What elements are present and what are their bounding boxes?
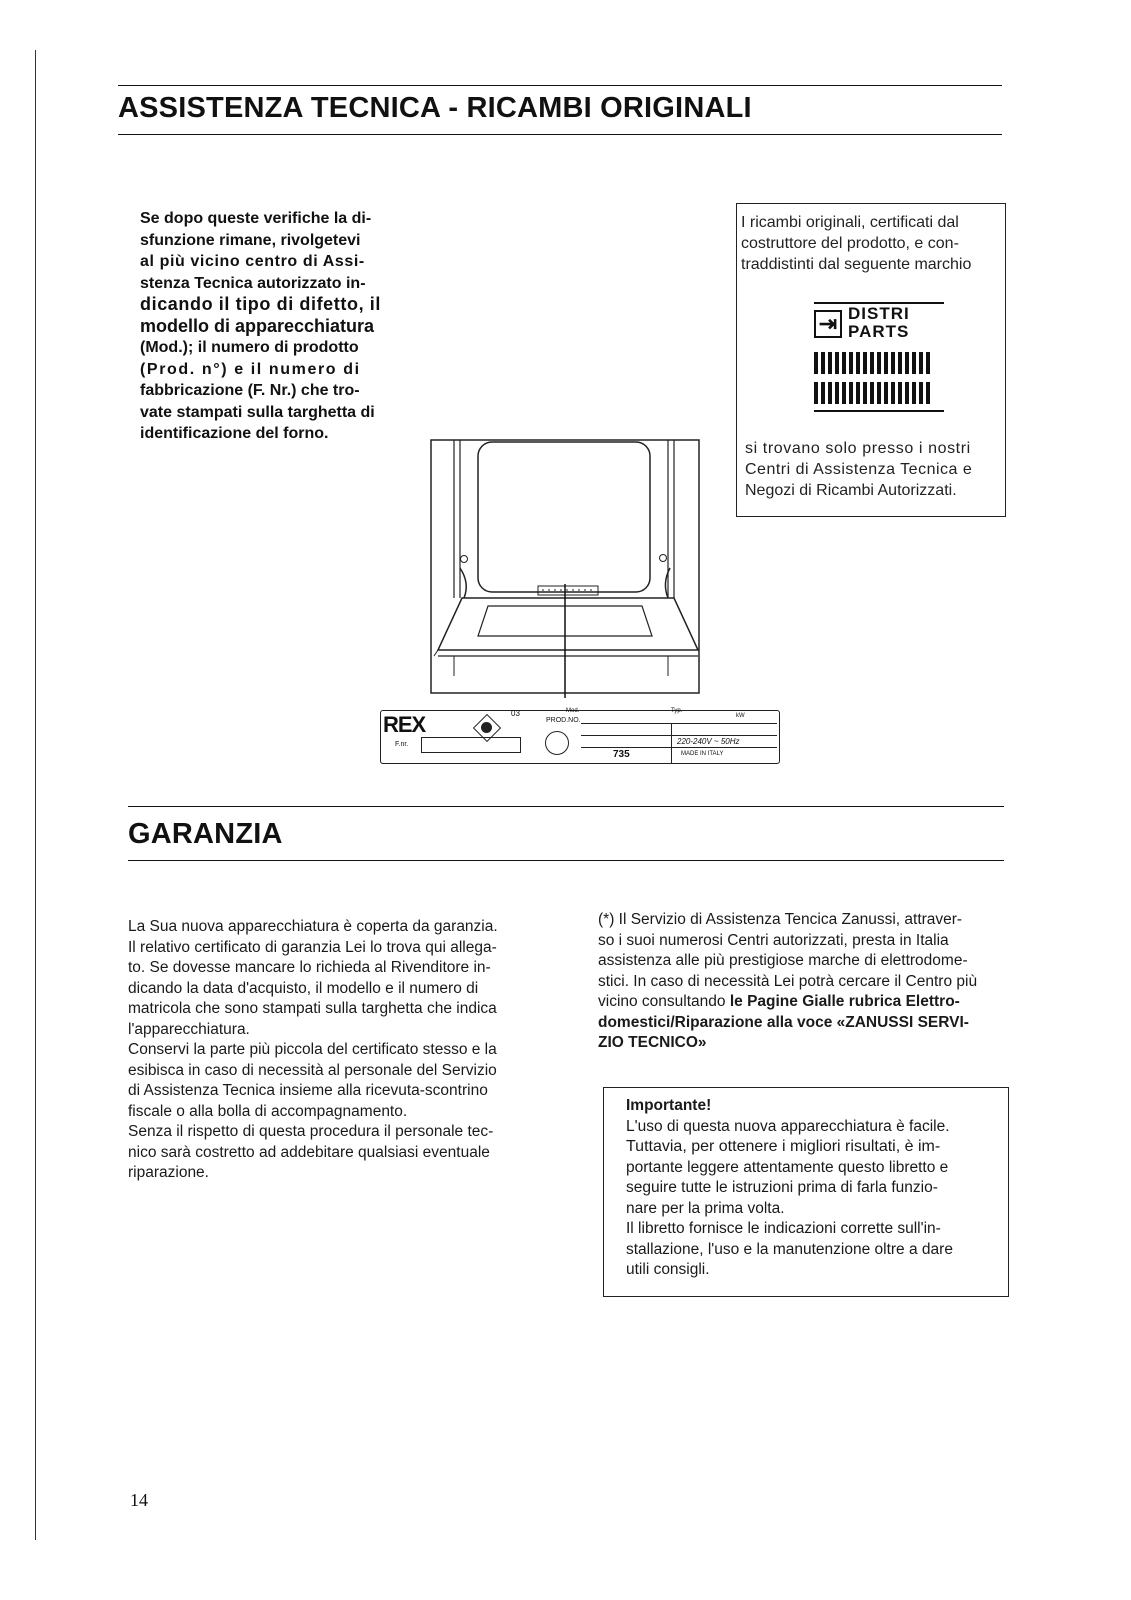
plate-earth-icon (545, 731, 569, 755)
title-rule-bottom (118, 134, 1002, 135)
text-line: fiscale o alla bolla di accompagnamento. (128, 1102, 408, 1120)
text-line: Il libretto fornisce le indicazioni corrette sull'in- (626, 1220, 941, 1237)
barcode-row-1 (814, 352, 933, 379)
text-line: so i suoi numerosi Centri autorizzati, presta in Italia (598, 931, 949, 949)
plate-brand: REX (383, 712, 426, 737)
plate-code: 03 (511, 709, 520, 718)
text-line: stici. In caso di necessità Lei potrà cercare il Centro più (598, 972, 978, 990)
intro-line: (Prod. n°) e il numero di (140, 360, 361, 378)
plate-number: 735 (613, 749, 630, 760)
barcode-row-2 (814, 382, 933, 409)
plate-fnr-label: F.nr. (395, 741, 409, 748)
warranty-left-column (128, 917, 548, 1184)
garanzia-rule-top (128, 806, 1004, 807)
text-line: to. Se dovesse mancare lo richieda al Rivenditore in- (128, 959, 491, 976)
text-line-bold: ZIO TECNICO» (598, 1034, 707, 1051)
intro-line: sfunzione rimane, rivolgetevi (140, 231, 361, 249)
important-heading: Importante! (626, 1097, 712, 1114)
distriparts-logo (814, 302, 944, 417)
box-bottom-line: si trovano solo presso i nostri (745, 440, 971, 457)
text-line: riparazione. (128, 1164, 209, 1181)
plate-prod-label: PROD.NO. (546, 717, 581, 724)
box-top-line: I ricambi originali, certificati dal (741, 214, 959, 231)
text-line: nare per la prima volta. (626, 1199, 785, 1217)
oven-illustration (430, 438, 705, 698)
text-line: matricola che sono stampati sulla targhetta che indica (128, 1000, 497, 1017)
margin-line (35, 50, 36, 1540)
section-title-assistenza: ASSISTENZA TECNICA - RICAMBI ORIGINALI (118, 92, 752, 124)
text-line: Senza il rispetto di questa procedura il personale tec- (128, 1123, 494, 1140)
text-line: utili consigli. (626, 1261, 710, 1278)
warranty-right-column (598, 910, 1018, 1054)
text-line: Tuttavia, per ottenere i migliori risultati, è im- (626, 1138, 941, 1155)
section-title-garanzia: GARANZIA (128, 818, 283, 850)
intro-line: al più vicino centro di Assi- (140, 253, 365, 270)
box-top-line: traddistinti dal seguente marchio (741, 256, 972, 273)
intro-line: vate stampati sulla targhetta di (140, 403, 375, 421)
plate-logo-icon (481, 722, 492, 733)
text-line (598, 992, 1018, 1013)
intro-line: Se dopo queste verifiche la di- (140, 210, 372, 227)
text-line: portante leggere attentamente questo libretto e (626, 1158, 949, 1176)
text-line: di Assistenza Tecnica insieme alla ricevuta-scontrino (128, 1082, 488, 1099)
rating-plate (380, 710, 780, 764)
logo-text-parts: PARTS (848, 322, 910, 341)
text-line: nico sarà costretto ad addebitare qualsiasi eventuale (128, 1143, 490, 1161)
text-line-normal: vicino consultando (598, 993, 730, 1010)
logo-mark-icon: ⇥ (814, 310, 842, 338)
logo-text-distri: DISTRI (848, 304, 910, 323)
text-line: l'apparecchiatura. (128, 1020, 250, 1038)
plate-fnr-field (421, 737, 521, 753)
title-rule-top (118, 85, 1002, 86)
text-line: (*) Il Servizio di Assistenza Tencica Zanussi, attraver- (598, 911, 963, 928)
intro-line: dicando il tipo di difetto, il (140, 294, 381, 314)
text-line: Conservi la parte più piccola del certificato stesso e la (128, 1041, 497, 1058)
box-bottom-line: Centri di Assistenza Tecnica e (745, 461, 973, 478)
intro-line: stenza Tecnica autorizzato in- (140, 274, 366, 292)
text-line: assistenza alle più prestigiose marche di elettrodome- (598, 952, 968, 969)
plate-voltage: 220-240V ~ 50Hz (677, 737, 740, 746)
box-top-line: costruttore del prodotto, e con- (741, 235, 959, 252)
garanzia-rule-bottom (128, 860, 1004, 861)
plate-made-in: MADE IN ITALY (681, 751, 724, 757)
text-line-bold: domestici/Riparazione alla voce «ZANUSSI SERVI- (598, 1013, 969, 1031)
warranty-paragraph (128, 917, 548, 1040)
plate-kw-label: kW (736, 713, 745, 719)
text-line: seguire tutte le istruzioni prima di farla funzio- (626, 1179, 938, 1196)
text-line-bold: le Pagine Gialle rubrica Elettro- (729, 993, 960, 1010)
text-line: stallazione, l'uso e la manutenzione oltre a dare (626, 1240, 953, 1258)
intro-line: identificazione del forno. (140, 425, 329, 442)
text-line: L'uso di questa nuova apparecchiatura è facile. (626, 1117, 950, 1135)
box-bottom-line: Negozi di Ricambi Autorizzati. (745, 482, 957, 499)
text-line: esibisca in caso di necessità al personale del Servizio (128, 1061, 497, 1079)
warranty-paragraph (128, 1122, 548, 1184)
text-line: Il relativo certificato di garanzia Lei lo trova qui allega- (128, 938, 497, 956)
plate-typ-label: Typ. (671, 708, 683, 714)
intro-line: modello di apparecchiatura (140, 315, 375, 336)
intro-paragraph (140, 208, 398, 445)
page-number: 14 (130, 1490, 148, 1510)
plate-mod-label: Mod. (566, 708, 580, 714)
text-line: La Sua nuova apparecchiatura è coperta da garanzia. (128, 918, 498, 935)
text-line: dicando la data d'acquisto, il modello e il numero di (128, 979, 479, 997)
spare-parts-box (736, 203, 1006, 517)
warranty-paragraph (128, 1040, 548, 1122)
intro-line: fabbricazione (F. Nr.) che tro- (140, 382, 360, 399)
intro-line: (Mod.); il numero di prodotto (140, 339, 359, 356)
important-box (603, 1087, 1009, 1297)
